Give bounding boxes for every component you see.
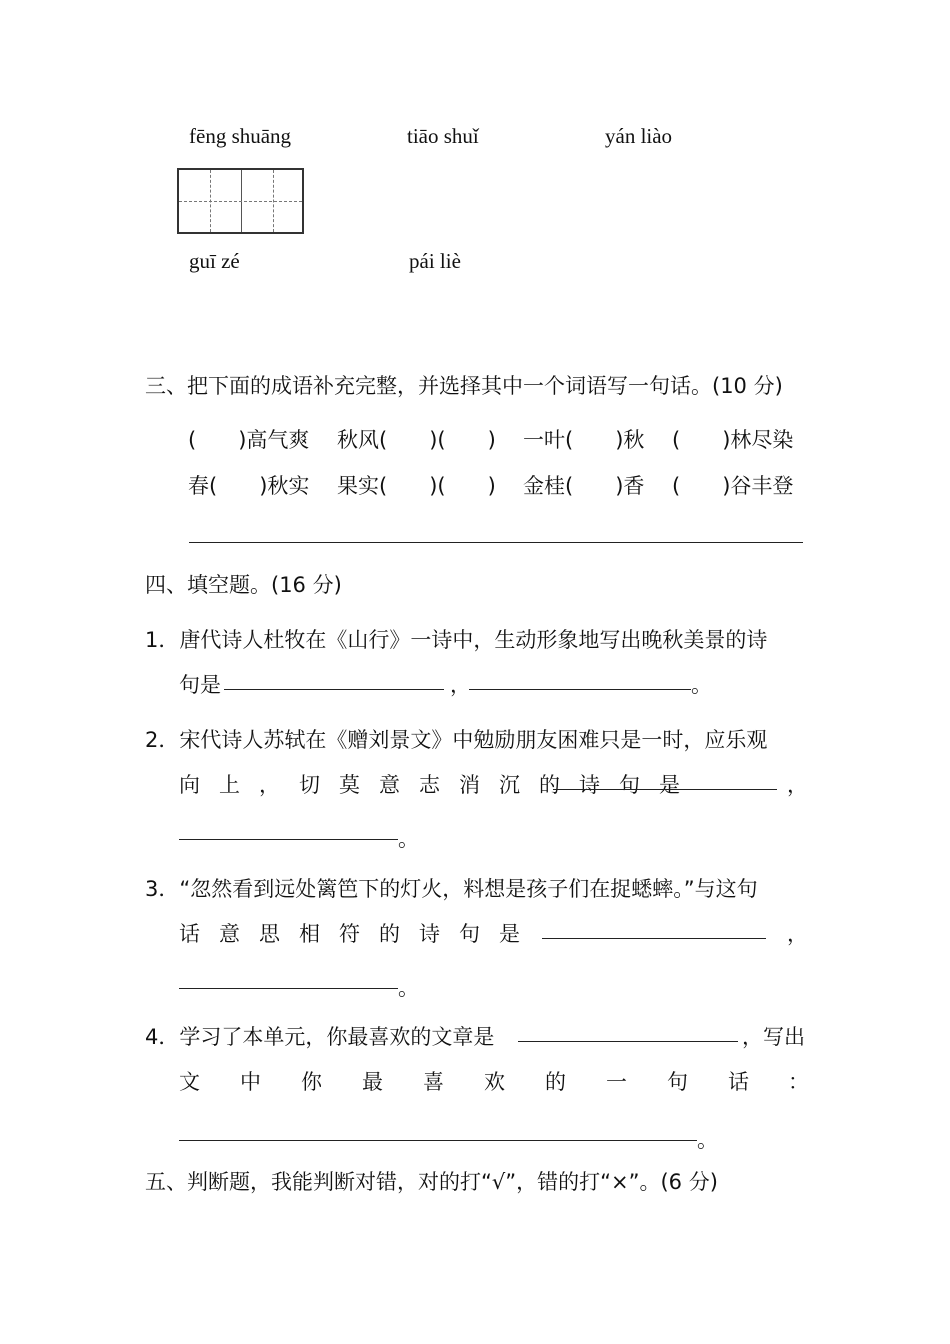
q1-blank-2[interactable] — [469, 689, 691, 690]
idiom-6: 果实( )( ) — [337, 474, 496, 498]
section3-title: 三、把下面的成语补充完整，并选择其中一个词语写一句话。(10 分) — [145, 374, 783, 398]
q4-colon: ： — [788, 1070, 809, 1094]
pinyin-tiao-shui: tiāo shuǐ — [407, 124, 479, 148]
pinyin-yan-liao: yán liào — [605, 124, 673, 148]
q2-blank-2[interactable] — [179, 839, 398, 840]
pinyin-feng-shuang: fēng shuāng — [189, 124, 292, 148]
pinyin-pai-lie: pái liè — [409, 249, 461, 273]
character-writing-grid[interactable] — [177, 168, 304, 234]
idiom-5: 春( )秋实 — [188, 474, 310, 498]
idiom-3: 一叶( )秋 — [523, 428, 645, 452]
q2-comma: ， — [787, 773, 808, 797]
q3-text: 3．“忽然看到远处篱笆下的灯火，料想是孩子们在捉蟋蟀。”与这句 — [145, 877, 758, 901]
q3-comma: ， — [787, 922, 808, 946]
q3-end: 。 — [398, 976, 419, 1000]
q4-prefix: 文中你最喜欢的一句话 — [179, 1070, 789, 1094]
q4-text-b: ，写出 — [742, 1025, 805, 1049]
q2-prefix: 向上，切莫意志消沉的诗句是 — [179, 773, 699, 797]
q3-blank-2[interactable] — [179, 988, 398, 989]
q2-text: 2．宋代诗人苏轼在《赠刘景文》中勉励朋友困难只是一时，应乐观 — [145, 728, 768, 752]
idiom-7: 金桂( )香 — [523, 474, 645, 498]
section4-title: 四、填空题。(16 分) — [145, 573, 342, 597]
pinyin-gui-ze: guī zé — [189, 249, 240, 273]
sentence-answer-line[interactable] — [189, 542, 803, 543]
q1-end: 。 — [691, 673, 712, 697]
q3-blank-1[interactable] — [542, 938, 766, 939]
q4-blank-sentence[interactable] — [179, 1140, 697, 1141]
q1-comma: ， — [450, 673, 471, 697]
idiom-4: ( )林尽染 — [672, 428, 794, 452]
q2-end: 。 — [398, 827, 419, 851]
q3-prefix: 话意思相符的诗句是 — [179, 922, 539, 946]
q4-blank-article[interactable] — [518, 1041, 738, 1042]
q2-blank-1[interactable] — [553, 789, 777, 790]
section5-title: 五、判断题，我能判断对错，对的打“√”，错的打“×”。(6 分) — [145, 1170, 718, 1194]
idiom-1: ( )高气爽 — [188, 428, 310, 452]
q1-prefix: 句是 — [179, 673, 221, 697]
idiom-8: ( )谷丰登 — [672, 474, 794, 498]
q4-end: 。 — [697, 1128, 718, 1152]
q1-text: 1．唐代诗人杜牧在《山行》一诗中，生动形象地写出晚秋美景的诗 — [145, 628, 768, 652]
idiom-2: 秋风( )( ) — [337, 428, 496, 452]
q4-text: 4．学习了本单元，你最喜欢的文章是 — [145, 1025, 495, 1049]
q1-blank-1[interactable] — [224, 689, 444, 690]
